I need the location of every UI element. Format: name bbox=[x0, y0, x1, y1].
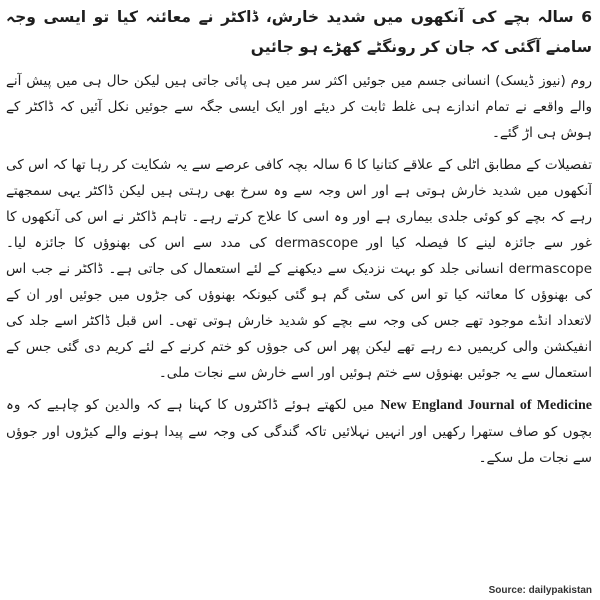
article-paragraph-closing bbox=[6, 392, 592, 471]
article-body bbox=[6, 2, 592, 580]
article-paragraph-intro: روم (نیوز ڈیسک) انسانی جسم میں جوئیں اکثر سر میں ہی پائی جاتی ہیں لیکن حال ہی میں پیش آنے والے واقعے نے تمام اندازے ہی غلط ثابت کر دیئے اور ایک ایسی جگہ سے جوئیں نکل آئیں کہ ڈاکٹر کے ہوش ہی اڑ گئے۔ bbox=[6, 73, 592, 141]
article-paragraph-details: تفصیلات کے مطابق اٹلی کے علاقے کتانیا کا 6 سالہ بچہ کافی عرصے سے یہ شکایت کر رہا تھا کہ اس کی آنکھوں میں شدید خارش ہوتی ہے اور اس وجہ سے وہ سرخ بھی رہتی ہیں لیکن ڈاکٹر یہی سمجھتے رہے کہ بچے کو کوئی جلدی بیماری ہے اور وہ اسی کا علاج کرتے رہے۔ تاہم ڈاکٹر نے اس کی آنکھوں کا غور سے جائزہ لینے کا فیصلہ کیا اور dermascope کی مدد سے اس کی بھنوؤں کا جائزہ لیا۔ dermascope انسانی جلد کو بہت نزدیک سے دیکھنے کے لئے استعمال کی جاتی ہے۔ ڈاکٹر نے جب اس کی بھنوؤں کا معائنہ کیا تو اس کی سٹی گم ہو گئی کیونکہ بھنوؤں کی جڑوں میں جوئیں اور ان کے لاتعداد انڈے موجود تھے جس کی وجہ سے بچے کو شدید خارش ہوتی تھی۔ اس قبل ڈاکٹر اسے جلد کی انفیکشن والی کریمیں دے رہے تھے لیکن پھر اس کی جوؤں کو ختم کرنے کے لئے کریم دی گئی جس کے استعمال سے یہ جوئیں بھنوؤں سے ختم ہوئیں اور اسے خارش سے نجات ملی۔ bbox=[6, 157, 592, 381]
closing-text: میں لکھتے ہوئے ڈاکٹروں کا کہنا ہے کہ والدین کو چاہیے کہ وہ بچوں کو صاف ستھرا رکھیں اور انہیں نہلائیں تاکہ گندگی کی وجہ سے پیدا ہونے والے کیڑوں اور جوؤں سے نجات مل سکے۔ bbox=[6, 397, 592, 466]
source-credit: Source: dailypakistan bbox=[488, 585, 592, 596]
journal-name: New England Journal of Medicine bbox=[380, 398, 592, 413]
article-headline: 6 سالہ بچے کی آنکھوں میں شدید خارش، ڈاکٹر نے معائنہ کیا تو ایسی وجہ سامنے آگئی کہ جان کر رونگٹے کھڑے ہو جائیں bbox=[6, 8, 592, 56]
